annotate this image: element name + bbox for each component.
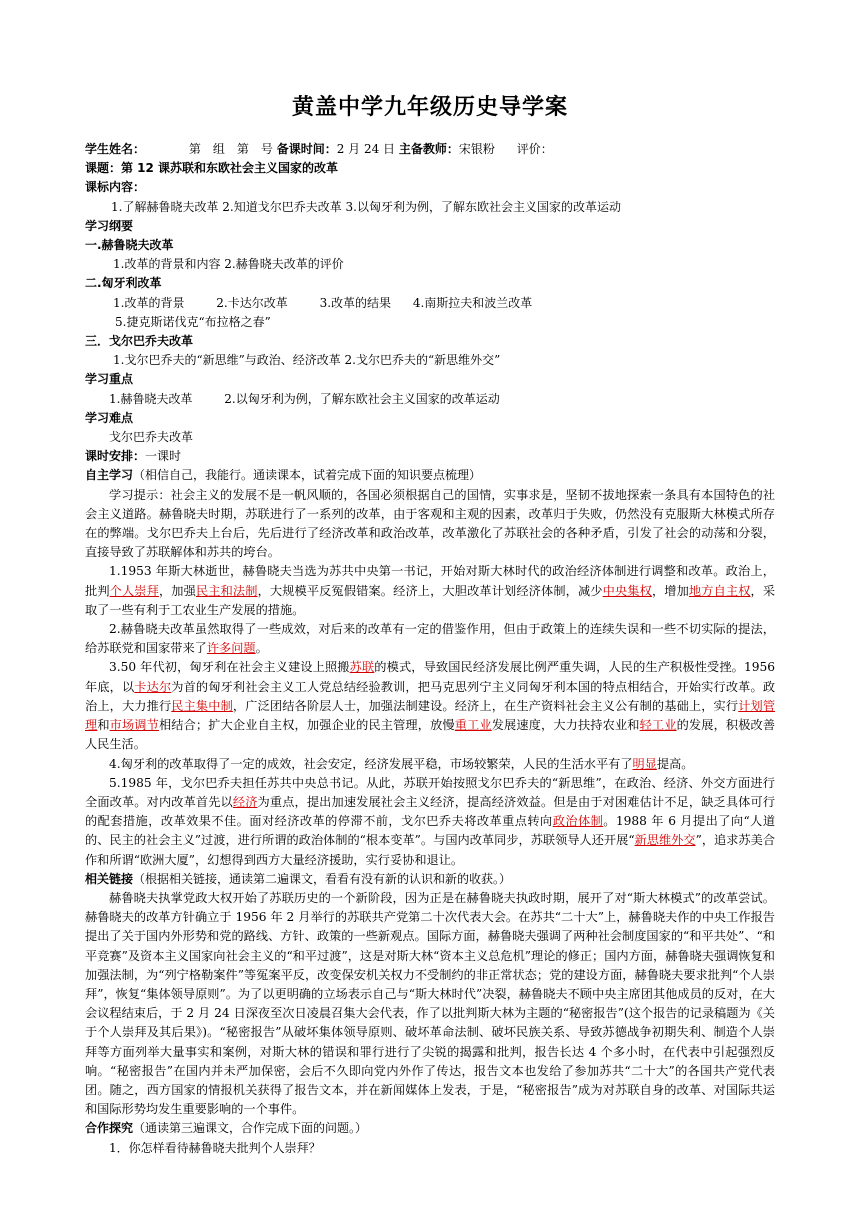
answer-blank: 轻工业 (639, 718, 677, 733)
self-study-paragraph-2: 2.赫鲁晓夫改革虽然取得了一些成效，对后来的改革有一定的借鉴作用，但由于政策上的连续失误和一些不切实际的提法，给苏联党和国家带来了许多问题。 (85, 622, 775, 656)
related-links-heading (85, 870, 775, 889)
key-points-label: 学习重点 (85, 372, 134, 387)
key-point-item: 2.以匈牙利为例，了解东欧社会主义国家的改革运动 (224, 391, 500, 406)
answer-blank: 明显 (632, 756, 657, 771)
standard-text: 1.了解赫鲁晓夫改革 2.知道戈尔巴乔夫改革 3.以匈牙利为例，了解东欧社会主义国家的改革运动 (111, 199, 621, 214)
answer-blank: 中央集权 (602, 583, 652, 598)
outline-item: 1.改革的背景 (113, 295, 185, 310)
answer-blank: 经济 (232, 794, 258, 809)
page-title: 黄盖中学九年级历史导学案 (291, 95, 568, 120)
outline-section-1-title: 一.赫鲁晓夫改革 (85, 238, 174, 253)
difficult-point-item: 戈尔巴乔夫改革 (109, 430, 194, 445)
prep-time-label: 备课时间： (276, 142, 337, 156)
outline-item: 3.改革的结果 (319, 295, 392, 310)
group-seat-field: 第 组 第 号 (188, 142, 273, 156)
teacher-label: 主备教师： (398, 142, 459, 156)
outline-section-3-items: 1.戈尔巴乔夫的“新思维”与政治、经济改革 2.戈尔巴乔夫的“新思维外交” (113, 353, 501, 368)
outline-item: 2.卡达尔改革 (216, 295, 288, 310)
schedule-value: 一课时 (145, 449, 182, 464)
answer-blank: 计划管理 (85, 698, 776, 733)
outline-section-3-title: 三．戈尔巴乔夫改革 (85, 334, 194, 349)
related-links-note: （根据相关链接，通读第二遍课文，看看有没有新的认识和新的收获。） (133, 871, 512, 886)
answer-blank: 民主集中制 (171, 698, 233, 713)
answer-blank: 个人崇拜 (109, 583, 159, 598)
self-study-note: （相信自己，我能行。通读课本，试着完成下面的知识要点梳理） (133, 468, 482, 483)
related-links-text: 赫鲁晓夫执掌党政大权开始了苏联历史的一个新阶段，因为正是在赫鲁晓夫执政时期，展开了对“斯大林模式”的改革尝试。赫鲁晓夫的改革方针确立于 1956 年 2 月举行的苏联共产党第二十次代表大会。在苏共“二十大”上，赫鲁晓夫作的中央工作报告提出了关于国内外形势和党的路线、方针、政策的一些新观点。国际方面，赫鲁晓夫强调了两种社会制度国家的“和平共处”、“和平竞赛”及资本主义国家向社会主义的“和平过渡”，这是对斯大林“资本主义总危机”理论的修正；国内方面，赫鲁晓夫强调恢复和加强法制，为“列宁格勒案件”等冤案平反，改变保安机关权力不受制约的非正常状态；党的建设方面，赫鲁晓夫要求批判“个人崇拜”，恢复“集体领导原则”。为了以更明确的立场表示自己与“斯大林时代”决裂，赫鲁晓夫不顾中央主席团其他成员的反对，在大会议程结束后，于 2 月 24 日深夜至次日凌晨召集大会代表，作了以批判斯大林为主题的“秘密报告”(这个报告的记录稿题为《关于个人崇拜及其后果》)。“秘密报告”从破坏集体领导原则、破坏革命法制、破坏民族关系、导致苏德战争初期失利、制造个人崇拜等方面列举大量事实和案例，对斯大林的错误和罪行进行了尖锐的揭露和批判，报告长达 4 个多小时，在代表中引起强烈反响。“秘密报告”在国内并未严加保密，会后不久即向党内外作了传达，报告文本也发给了参加苏共“二十大”的各国共产党代表团。随之，西方国家的情报机关获得了报告文本，并在新闻媒体上发表，于是，“秘密报告”成为对苏联自身的改革、对国际共运和国际形势均发生重要影响的一个事件。 (85, 890, 775, 1117)
answer-blank: 地方自主权 (688, 583, 751, 598)
outline-section-1-items: 1.改革的背景和内容 2.赫鲁晓夫改革的评价 (113, 257, 344, 272)
worksheet-body (85, 140, 775, 1158)
answer-blank: 市场调节 (109, 718, 159, 733)
answer-blank: 重工业 (454, 718, 492, 733)
inquiry-question-1: 1．你怎样看待赫鲁晓夫批判个人崇拜？ (109, 1140, 321, 1155)
schedule-row (85, 447, 775, 466)
key-point-item: 1.赫鲁晓夫改革 (109, 391, 193, 406)
self-study-label: 自主学习 (85, 468, 134, 483)
outline-section-2-title: 二.匈牙利改革 (85, 276, 162, 291)
cooperative-inquiry-label: 合作探究 (85, 1121, 134, 1136)
outline-section-2-items (85, 294, 775, 313)
standard-label: 课标内容： (85, 180, 146, 195)
self-study-heading (85, 466, 775, 485)
outline-label: 学习纲要 (85, 218, 134, 233)
study-tip: 学习提示：社会主义的发展不是一帆风顺的，各国必须根据自己的国情，实事求是，坚韧不拔地探索一条具有本国特色的社会主义道路。赫鲁晓夫时期，苏联进行了一系列的改革，由于客观和主观的因素，改革归于失败，仍然没有克服斯大林模式所存在的弊端。戈尔巴乔夫上台后，先后进行了经济改革和政治改革，改革激化了苏联社会的各种矛盾，引发了社会的动荡和分裂，直接导致了苏联解体和苏共的垮台。 (85, 487, 775, 560)
self-study-paragraph-1: 1.1953 年斯大林逝世，赫鲁晓夫当选为苏共中央第一书记，开始对斯大林时代的政治经济体制进行调整和改革。政治上，批判个人崇拜，加强民主和法制，大规模平反冤假错案。经济上，大胆改革计划经济体制，减少中央集权，增加地方自主权，采取了一些有利于工农业生产发展的措施。 (85, 564, 776, 617)
outline-item: 4.南斯拉夫和波兰改革 (412, 295, 533, 310)
answer-blank: 苏联 (349, 660, 375, 675)
answer-blank: 民主和法制 (195, 583, 258, 598)
self-study-paragraph-3: 3.50 年代初，匈牙利在社会主义建设上照搬苏联的模式，导致国民经济发展比例严重失调，人民的生产积极性受挫。1956 年底，以卡达尔为首的匈牙利社会主义工人党总结经验教训，把马克思列宁主义同匈牙利本国的特点相结合，开始实行改革。政治上，大力推行民主集中制，广泛团结各阶层人士，加强法制建设。经济上，在生产资料社会主义公有制的基础上，实行计划管理和市场调节相结合；扩大企业自主权，加强企业的民主管理，放慢重工业发展速度，大力扶持农业和轻工业的发展，积极改善人民生活。 (85, 660, 776, 752)
student-name-label: 学生姓名： (85, 142, 146, 156)
evaluation-label: 评价： (516, 142, 553, 156)
self-study-paragraph-4: 4.匈牙利的改革取得了一定的成效，社会安定，经济发展平稳，市场较繁荣，人民的生活水平有了明显提高。 (109, 756, 694, 771)
cooperative-inquiry-heading (85, 1119, 775, 1138)
answer-blank: 卡达尔 (134, 679, 172, 694)
prep-time-value: 2 月 24 日 (336, 142, 396, 156)
related-links-label: 相关链接 (85, 871, 134, 886)
schedule-label: 课时安排： (85, 449, 146, 464)
teacher-value: 宋银粉 (458, 142, 495, 156)
answer-blank: 政治体制 (552, 814, 604, 829)
difficult-points-label: 学习难点 (85, 410, 134, 425)
cooperative-inquiry-note: （通读第三遍课文，合作完成下面的问题。） (133, 1121, 368, 1136)
outline-section-2-item-5: 5.捷克斯诺伐克“布拉格之春” (115, 314, 271, 329)
key-points-items (85, 390, 775, 409)
student-info-row (85, 140, 775, 159)
answer-blank: 新思维外交 (634, 833, 696, 848)
answer-blank: 许多问题 (206, 641, 256, 656)
lesson-topic: 课题：第 12 课苏联和东欧社会主义国家的改革 (85, 161, 339, 176)
self-study-paragraph-5: 5.1985 年，戈尔巴乔夫担任苏共中央总书记。从此，苏联开始按照戈尔巴乔夫的“新思维”，在政治、经济、外交方面进行全面改革。对内改革首先以经济为重点，提出加速发展社会主义经济，提高经济效益。但是由于对困难估计不足，缺乏具体可行的配套措施，改革效果不佳。面对经济改革的停滞不前，戈尔巴乔夫将改革重点转向政治体制。1988 年 6 月提出了向“人道的、民主的社会主义”过渡，进行所谓的政治体制的“根本变革”。与国内改革同步，苏联领导人还开展“新思维外交”，追求苏美合作和所谓“欧洲大厦”，幻想得到西方大量经济援助，实行妥协和退让。 (85, 775, 776, 867)
